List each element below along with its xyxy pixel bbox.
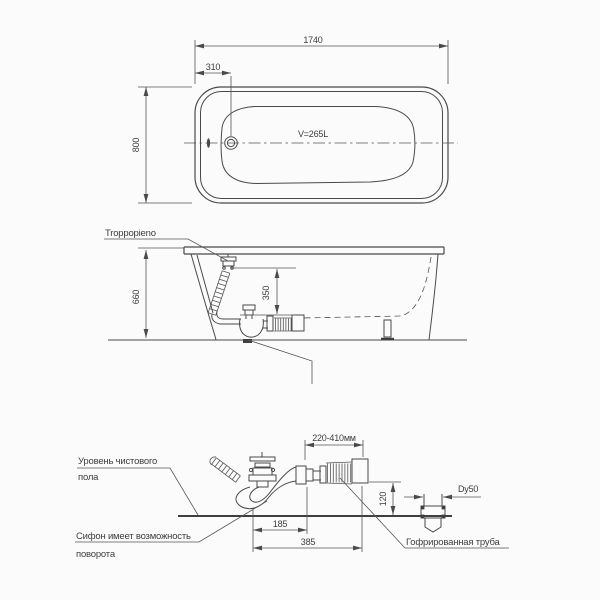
side-siphon <box>212 305 304 343</box>
tub-right-wall <box>429 254 438 340</box>
dim-height-label: 660 <box>131 289 141 305</box>
dim-width-label: 800 <box>131 137 141 153</box>
dim-total-offset-label: 385 <box>300 537 316 547</box>
corrugated-pipe-assembly <box>296 459 368 484</box>
tub-outer-outline <box>195 87 448 203</box>
overflow-label: Troppopieno <box>105 228 156 239</box>
floor-level-label-2: пола <box>78 472 99 483</box>
detail-view <box>75 433 509 560</box>
dim-outlet-height-label: 120 <box>378 491 388 507</box>
siphon-s-pipe <box>236 467 296 509</box>
corrugated-pipe-label: Гофрированная труба <box>406 537 500 548</box>
detail-overflow-hose <box>210 457 240 482</box>
floor-outlet-dy50 <box>421 494 445 532</box>
dim-1740-extensions <box>195 40 448 84</box>
tub-basin-outline <box>221 107 415 184</box>
overflow-mark <box>207 138 210 148</box>
plan-view <box>131 35 458 203</box>
pipe-diameter-label: Dy50 <box>458 484 479 494</box>
side-view <box>104 228 467 384</box>
overflow-fitting <box>221 254 236 269</box>
waste-valve <box>249 452 276 487</box>
dim-length-label: 1740 <box>303 35 323 45</box>
dim-siphon-offset-label: 185 <box>272 519 288 529</box>
volume-label: V=265L <box>297 129 329 139</box>
dim-pipe-range-extensions <box>305 440 363 460</box>
siphon-label-2: поворота <box>76 549 115 560</box>
siphon-label-1: Сифон имеет возможность <box>76 531 191 542</box>
dim-overflow-depth-label: 350 <box>261 285 271 301</box>
tub-left-wall <box>191 254 216 340</box>
tub-leg <box>384 320 391 337</box>
dim-drain-offset-label: 310 <box>205 62 221 72</box>
floor-level-label-1: Уровень чистового <box>78 456 158 467</box>
overflow-leader <box>104 239 228 261</box>
dim-pipe-range-label: 220-410мм <box>312 433 356 443</box>
detail-leader <box>248 340 312 384</box>
tub-bottom-dashed <box>302 257 431 318</box>
tub-rim-profile <box>184 247 444 254</box>
